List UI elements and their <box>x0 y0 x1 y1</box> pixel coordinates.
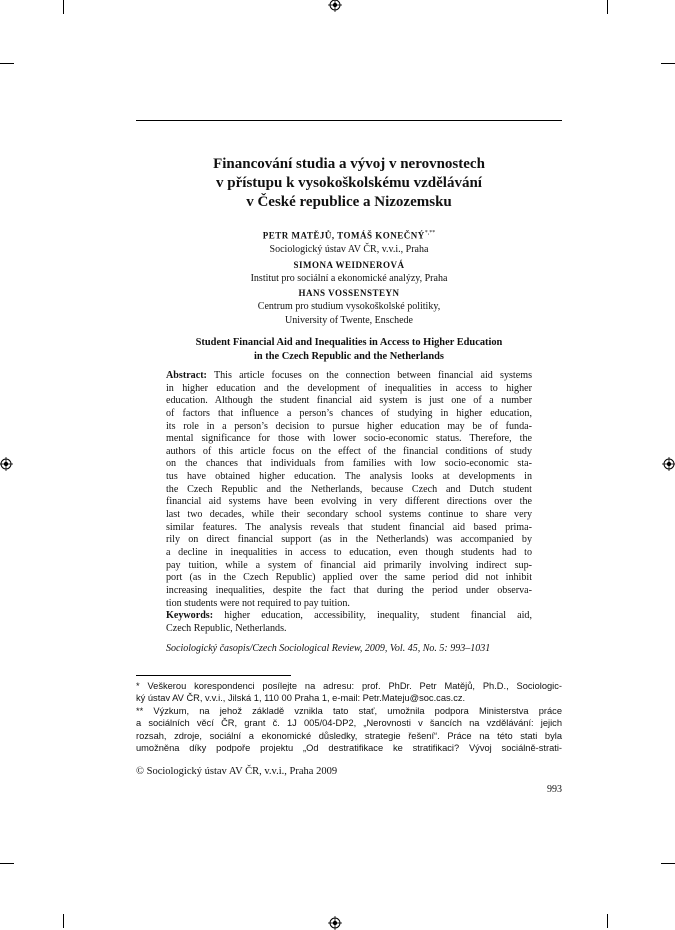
title-line: v přístupu k vysokoškolskému vzdělávání <box>216 175 482 191</box>
footnote-line: rozsah, zdroje, sociální a ekonomické důsledky, strategie řešení“. Práce na této stati byla <box>136 730 562 741</box>
abstract-line: tion students were not required to pay tuition. <box>166 597 350 609</box>
abstract-line: port (as in the Czech Republic) applied over the same period did not inhibit <box>166 572 532 584</box>
footnote-rule <box>136 675 291 676</box>
title-line: v České republice a Nizozemsku <box>246 194 452 210</box>
abstract-line <box>166 370 532 383</box>
author-block <box>136 226 562 328</box>
abstract-line: last two decades, while their secondary school systems continue to share very <box>166 509 532 521</box>
abstract-line: of factors that influence a person’s chances of studying in higher education, <box>166 407 532 419</box>
english-title-line: Student Financial Aid and Inequalities in Access to Higher Education <box>195 337 503 348</box>
author-affiliation: Sociologický ústav AV ČR, v.v.i., Praha <box>269 244 429 256</box>
page-number: 993 <box>547 784 562 795</box>
footnote-line: ký ústav AV ČR, v.v.i., Jilská 1, 110 00 Praha 1, e-mail: Petr.Mateju@soc.cas.cz. <box>136 693 466 704</box>
abstract-line: similar features. The analysis reveals that student financial aid based prima- <box>166 521 532 533</box>
abstract-line: tus have obtained higher education. The analysis looks at developments in <box>166 471 532 483</box>
author-names <box>136 226 562 243</box>
header-rule <box>136 120 562 121</box>
keywords-text: higher education, accessibility, inequality, student financial aid, <box>224 610 533 622</box>
footnote-marker: *,** <box>424 230 436 236</box>
abstract-line: mental significance for those with lower socio-economic status. Therefore, the <box>166 433 532 445</box>
keywords-line <box>166 610 532 623</box>
registration-mark-icon <box>0 457 13 471</box>
crop-mark <box>607 914 608 928</box>
abstract-line: financial aid systems have been evolving in very different directions over the <box>166 496 532 508</box>
abstract-text: This article focuses on the connection between financial aid systems <box>213 370 533 381</box>
abstract-label: Abstract: <box>166 370 207 381</box>
abstract-line: in higher education and the development of inequalities in access to higher <box>166 382 532 394</box>
crop-mark <box>63 914 64 928</box>
abstract-line: on the chances that individuals from families with low socio-economic sta- <box>166 458 532 470</box>
abstract-line: the Czech Republic and the Netherlands, because Czech and Dutch student <box>166 483 532 495</box>
footnote-line: * Veškerou korespondenci posílejte na adresu: prof. PhDr. Petr Matějů, Ph.D., Sociologic- <box>136 681 562 691</box>
footnotes <box>136 680 562 754</box>
author-affiliation: Centrum pro studium vysokoškolské politiky, <box>257 300 441 312</box>
english-title <box>136 336 562 363</box>
abstract-line: authors of this article focus on the effect of the financial conditions of study <box>166 445 532 457</box>
crop-mark <box>661 863 675 864</box>
author-names-text: PETR MATĚJŮ, TOMÁŠ KONEČNÝ <box>262 230 425 241</box>
abstract-line: rily on direct financial support (as in the Netherlands) was accompanied by <box>166 534 532 546</box>
article-title <box>136 155 562 212</box>
author-affiliation: University of Twente, Enschede <box>285 314 413 326</box>
abstract-line: a decline in inequalities in access to education, even though students had to <box>166 546 532 558</box>
abstract-line: increasing inequalities, despite the fact that during the period under observa- <box>166 584 532 596</box>
keywords-line: Czech Republic, Netherlands. <box>166 622 287 634</box>
abstract-line: pay tuition, while a system of financial aid primarily involving indirect sup- <box>166 559 532 571</box>
crop-mark <box>661 63 675 64</box>
crop-mark <box>607 0 608 14</box>
registration-mark-icon <box>328 0 342 12</box>
copyright-notice: © Sociologický ústav AV ČR, v.v.i., Praha 2009 <box>136 766 338 777</box>
author-name: SIMONA WEIDNEROVÁ <box>293 259 405 270</box>
title-line: Financování studia a vývoj v nerovnostech <box>213 156 485 172</box>
abstract <box>166 370 532 635</box>
crop-mark <box>0 863 14 864</box>
journal-citation: Sociologický časopis/Czech Sociological Review, 2009, Vol. 45, No. 5: 993–1031 <box>166 643 491 654</box>
footnote-line: a sociálních věcí ČR, grant č. 1J 005/04-DP2, „Nerovnosti v šancích na vzdělávání: jejich <box>136 718 562 729</box>
abstract-line: its role in a person’s decision to pursue higher education may be of funda- <box>166 420 532 432</box>
abstract-line: education. Although the student financial aid system is just one of a number <box>166 395 532 407</box>
crop-mark <box>63 0 64 14</box>
keywords-label: Keywords: <box>166 610 214 622</box>
english-title-line: in the Czech Republic and the Netherlands <box>254 350 444 362</box>
registration-mark-icon <box>662 457 675 471</box>
author-name: HANS VOSSENSTEYN <box>298 287 400 298</box>
crop-mark <box>0 63 14 64</box>
author-affiliation: Institut pro sociální a ekonomické analýzy, Praha <box>250 272 448 284</box>
footnote-line: ** Výzkum, na jehož základě vznikla tato stať, umožnila podpora Ministerstva práce <box>136 705 562 716</box>
footnote-line: umožněna díky podpoře projektu „Od destratifikace ke stratifikaci? Vývoj sociálně-strati- <box>136 742 562 753</box>
